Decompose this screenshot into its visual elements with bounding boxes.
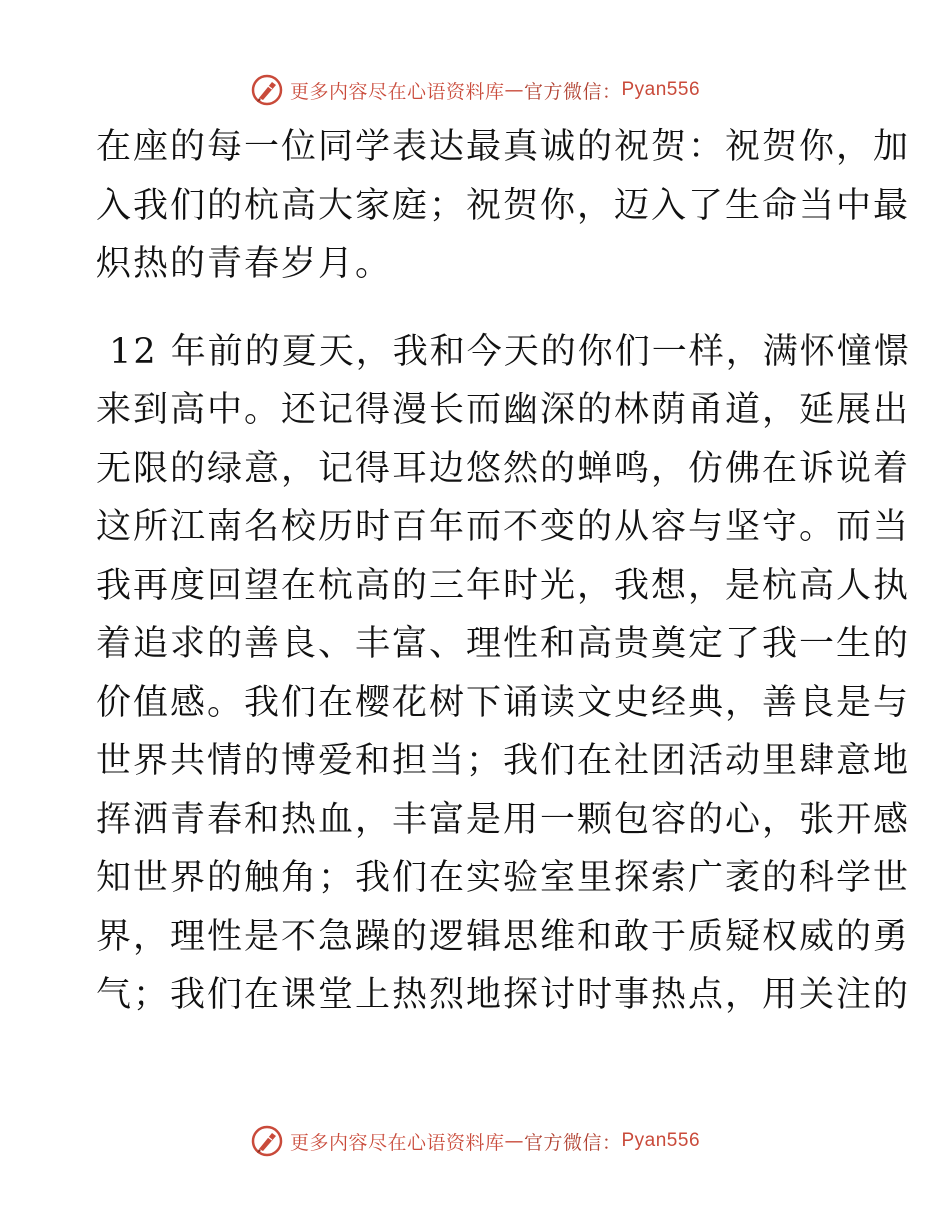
text-line: 在座的每一位同学表达最真诚的祝贺：祝贺你，加: [96, 127, 911, 167]
watermark-wechat-id: Pyan556: [621, 79, 701, 100]
quill-logo-icon: [250, 73, 284, 107]
watermark-wechat-label: 官方微信：: [523, 80, 622, 103]
text-line: 挥洒青春和热血，丰富是用一颗包容的心，张开感: [96, 799, 911, 840]
footer-watermark: [0, 1121, 950, 1161]
watermark-wechat-id: Pyan556: [621, 1130, 701, 1151]
text-line: 知世界的触角；我们在实验室里探索广袤的科学世: [96, 858, 911, 898]
text-line: 价值感。我们在樱花树下诵读文史经典，善良是与: [96, 682, 911, 723]
text-line: 这所江南名校历时百年而不变的从容与坚守。而当: [96, 507, 911, 547]
watermark-separator: —: [504, 1130, 524, 1152]
header-watermark: [0, 70, 950, 110]
document-body: [96, 118, 911, 1025]
text-line: 无限的绿意，记得耳边悠然的蝉鸣，仿佛在诉说着: [96, 448, 911, 489]
text-line: 着追求的善良、丰富、理性和高贵奠定了我一生的: [96, 624, 911, 664]
text-line: 来到高中。还记得漫长而幽深的林荫甬道，延展出: [96, 390, 911, 430]
paragraph: [96, 118, 911, 294]
text-line: 界，理性是不急躁的逻辑思维和敢于质疑权威的勇: [96, 916, 911, 957]
paragraph: [96, 323, 911, 1025]
text-line: 我再度回望在杭高的三年时光，我想，是杭高人执: [96, 565, 911, 606]
watermark-main-text: 更多内容尽在心语资料库: [289, 80, 505, 103]
text-line: 气；我们在课堂上热烈地探讨时事热点，用关注的: [96, 975, 911, 1015]
watermark-main-text: 更多内容尽在心语资料库: [289, 1131, 505, 1154]
text-line: 12 年前的夏天，我和今天的你们一样，满怀憧憬: [96, 331, 911, 372]
watermark-wechat-label: 官方微信：: [523, 1131, 622, 1154]
text-line: 入我们的杭高大家庭；祝贺你，迈入了生命当中最: [96, 185, 911, 226]
watermark-separator: —: [504, 79, 524, 101]
text-line: 世界共情的博爱和担当；我们在社团活动里肆意地: [96, 741, 911, 781]
quill-logo-icon: [250, 1124, 284, 1158]
text-line: 炽热的青春岁月。: [96, 244, 393, 284]
